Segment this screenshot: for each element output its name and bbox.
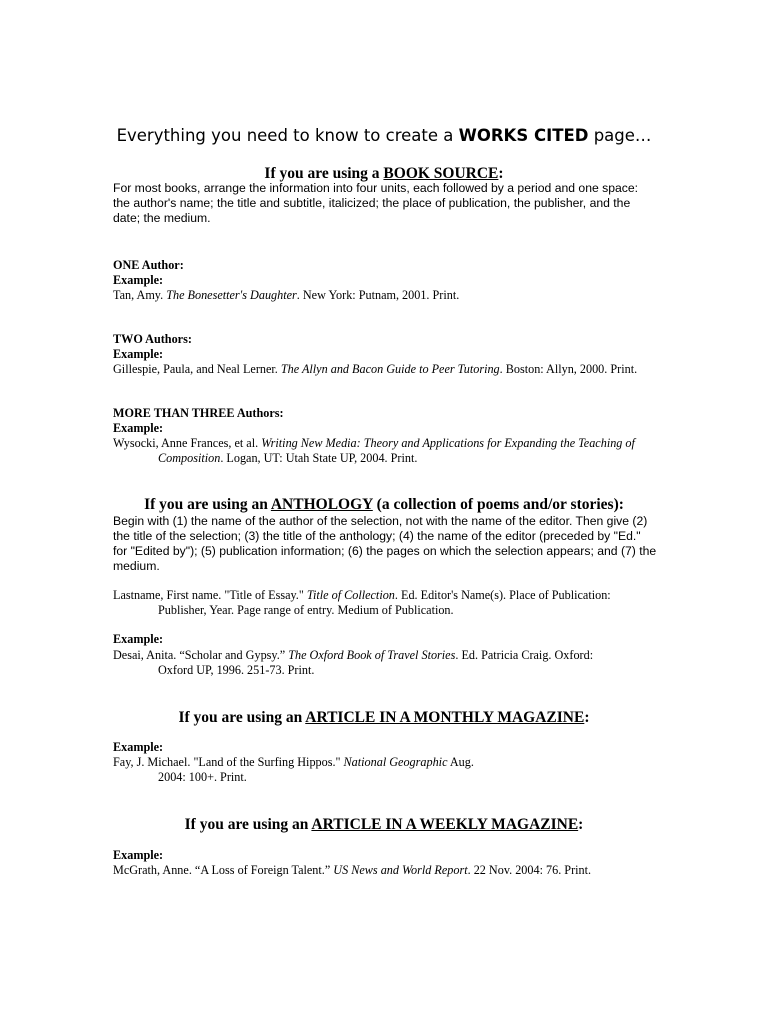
two-authors-label: TWO Authors: bbox=[113, 332, 192, 346]
anthology-example-line2: Oxford UP, 1996. 251-73. Print. bbox=[158, 663, 315, 677]
monthly-example-label: Example: bbox=[113, 740, 164, 754]
page-title: Everything you need to know to create a WORKS CITED page… bbox=[116, 126, 652, 145]
monthly-magazine-heading: If you are using an ARTICLE IN A MONTHLY MAGAZINE: bbox=[178, 709, 590, 726]
two-authors-example-label: Example: bbox=[113, 347, 164, 361]
monthly-example-line1: Fay, J. Michael. "Land of the Surfing Hippos." National Geographic Aug. bbox=[113, 755, 474, 769]
two-authors-citation: Gillespie, Paula, and Neal Lerner. The Allyn and Bacon Guide to Peer Tutoring. Boston: Allyn, 2000. Print. bbox=[113, 362, 638, 376]
one-author-label: ONE Author: bbox=[113, 258, 184, 272]
three-authors-example-label: Example: bbox=[113, 421, 164, 435]
anthology-format-line1: Lastname, First name. "Title of Essay." Title of Collection. Ed. Editor's Name(s). Place of Publication: bbox=[113, 588, 611, 602]
weekly-example-citation: McGrath, Anne. “A Loss of Foreign Talent.” US News and World Report. 22 Nov. 2004: 76. Print. bbox=[113, 863, 592, 877]
weekly-example-label: Example: bbox=[113, 848, 164, 862]
book-source-intro: For most books, arrange the information into four units, each followed by a period and one space: the author's name; the title and subtitle, italicized; the place of publication, the publisher, and the date; the medium. bbox=[113, 181, 639, 225]
anthology-intro: Begin with (1) the name of the author of the selection, not with the name of the editor. Then give (2) the title of the selection; (3) the title of the anthology; (4) the name of the editor (preceded by "Ed." for "Edited by"); (5) publication information; (6) the pages on which the selection appears; and (7) the medium. bbox=[113, 514, 657, 573]
three-authors-label: MORE THAN THREE Authors: bbox=[113, 406, 284, 420]
weekly-magazine-heading: If you are using an ARTICLE IN A WEEKLY MAGAZINE: bbox=[184, 816, 584, 833]
book-source-heading: If you are using a BOOK SOURCE: bbox=[264, 165, 504, 182]
anthology-example-label: Example: bbox=[113, 632, 164, 646]
three-authors-citation-line1: Wysocki, Anne Frances, et al. Writing New Media: Theory and Applications for Expanding the Teaching of bbox=[113, 436, 635, 450]
one-author-example-label: Example: bbox=[113, 273, 164, 287]
monthly-example-line2: 2004: 100+. Print. bbox=[158, 770, 247, 784]
anthology-heading: If you are using an ANTHOLOGY (a collection of poems and/or stories): bbox=[144, 496, 624, 513]
anthology-example-line1: Desai, Anita. “Scholar and Gypsy.” The Oxford Book of Travel Stories. Ed. Patricia Craig. Oxford: bbox=[113, 648, 594, 662]
one-author-citation: Tan, Amy. The Bonesetter's Daughter. New York: Putnam, 2001. Print. bbox=[113, 288, 460, 302]
anthology-format-line2: Publisher, Year. Page range of entry. Medium of Publication. bbox=[158, 603, 454, 617]
three-authors-citation-line2: Composition. Logan, UT: Utah State UP, 2004. Print. bbox=[158, 451, 418, 465]
